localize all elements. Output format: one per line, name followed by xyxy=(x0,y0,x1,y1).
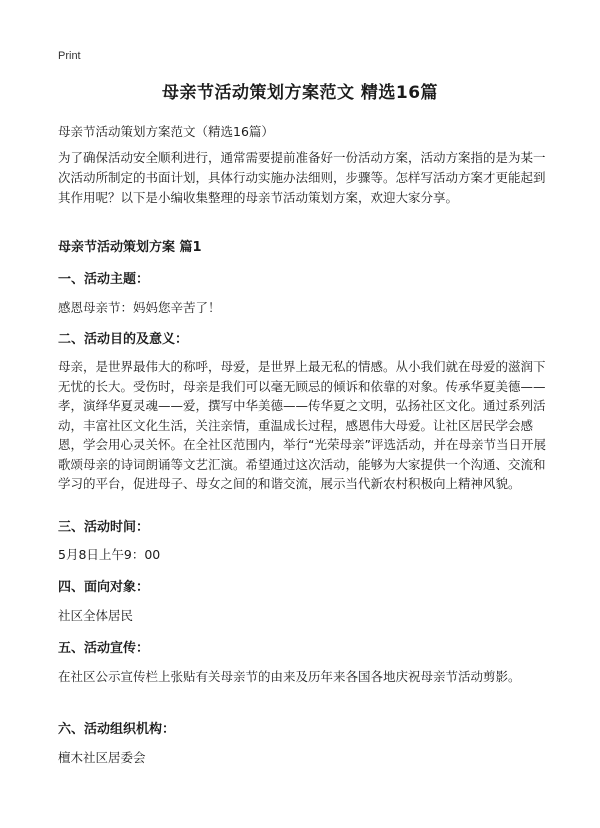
intro-paragraph: 为了确保活动安全顺利进行，通常需要提前准备好一份活动方案，活动方案指的是为某一次活动所制定的书面计划，具体行动实施办法细则，步骤等。怎样写活动方案才更能起到其作用呢？以下是小编收集整理的母亲节活动策划方案，欢迎大家分享。 xyxy=(58,150,546,205)
body-organizer: 檀木社区居委会 xyxy=(58,750,146,765)
print-label[interactable]: Print xyxy=(58,50,81,62)
body-time: 5月8日上午9：00 xyxy=(58,547,161,562)
body-purpose: 母亲，是世界最伟大的称呼，母爱，是世界上最无私的情感。从小我们就在母爱的滋润下无忧的长大。受伤时，母亲是我们可以毫无顾忌的倾诉和依靠的对象。传承华夏美德——孝，演绎华夏灵魂——爱，撰写中华美德——传华夏之文明，弘扬社区文化。通过系列活动，丰富社区文化生活，关注亲情，重温成长过程，感恩伟大母爱。让社区居民学会感恩，学会用心灵关怀。在全社区范围内，举行“光荣母亲”评选活动，并在母亲节当日开展歌颂母亲的诗词朗诵等文艺汇演。希望通过这次活动，能够为大家提供一个沟通、交流和学习的平台，促进母子、母女之间的和谐交流，展示当代新农村积极向上精神风貌。 xyxy=(58,359,546,491)
heading-purpose: 二、活动目的及意义： xyxy=(58,332,189,347)
heading-organizer: 六、活动组织机构： xyxy=(58,722,176,737)
document-subtitle: 母亲节活动策划方案范文（精选16篇） xyxy=(58,124,274,139)
page-title: 母亲节活动策划方案范文 精选16篇 xyxy=(161,83,439,103)
heading-publicity: 五、活动宣传： xyxy=(58,641,150,656)
body-theme: 感恩母亲节：妈妈您辛苦了！ xyxy=(58,300,221,315)
body-publicity: 在社区公示宣传栏上张贴有关母亲节的由来及历年来各国各地庆祝母亲节活动剪影。 xyxy=(58,669,521,684)
heading-audience: 四、面向对象： xyxy=(58,580,150,595)
heading-time: 三、活动时间： xyxy=(58,520,150,535)
section-title: 母亲节活动策划方案 篇1 xyxy=(58,240,202,255)
body-audience: 社区全体居民 xyxy=(58,608,134,623)
heading-theme: 一、活动主题： xyxy=(58,272,150,287)
